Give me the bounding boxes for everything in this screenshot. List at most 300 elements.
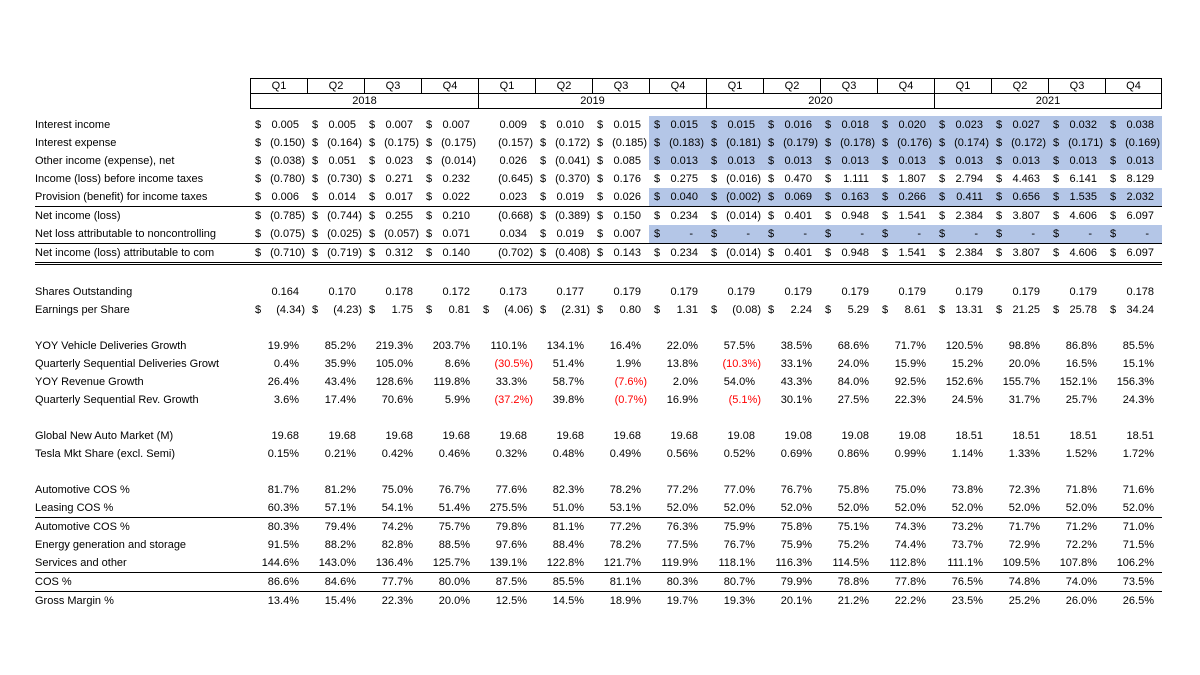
currency-symbol: $ bbox=[369, 247, 376, 259]
cell-value: 0.023 bbox=[955, 119, 983, 131]
currency-symbol: $ bbox=[369, 210, 376, 222]
cell-value: - bbox=[917, 228, 921, 240]
cell-value: (0.183) bbox=[669, 137, 704, 149]
currency-symbol: $ bbox=[654, 304, 661, 316]
cell-value: (0.002) bbox=[726, 191, 761, 203]
table-cell: 0.178 bbox=[385, 286, 413, 298]
currency-symbol: $ bbox=[312, 228, 319, 240]
table-cell bbox=[706, 207, 763, 225]
table-cell: 25.7% bbox=[1065, 394, 1097, 406]
table-cell: 12.5% bbox=[495, 595, 527, 607]
cell-value: 1.541 bbox=[898, 247, 926, 259]
table-cell: 18.51 bbox=[1012, 430, 1040, 442]
table-cell bbox=[478, 301, 535, 319]
currency-symbol: $ bbox=[369, 137, 376, 149]
cell-value: 0.163 bbox=[841, 191, 869, 203]
currency-symbol: $ bbox=[882, 173, 889, 185]
cell-value: 0.234 bbox=[670, 247, 698, 259]
currency-symbol: $ bbox=[312, 137, 319, 149]
cell-value: 0.470 bbox=[784, 173, 812, 185]
table-cell bbox=[934, 152, 991, 170]
currency-symbol: $ bbox=[939, 119, 946, 131]
currency-symbol: $ bbox=[369, 119, 376, 131]
currency-symbol: $ bbox=[939, 191, 946, 203]
currency-symbol: $ bbox=[312, 247, 319, 259]
table-cell bbox=[250, 207, 307, 225]
cell-value: 0.275 bbox=[670, 173, 698, 185]
table-cell: 19.08 bbox=[841, 430, 869, 442]
table-cell: 13.4% bbox=[267, 595, 299, 607]
row-label: YOY Vehicle Deliveries Growth bbox=[35, 340, 187, 352]
currency-symbol: $ bbox=[1053, 173, 1060, 185]
currency-symbol: $ bbox=[540, 228, 547, 240]
table-cell: 19.68 bbox=[499, 430, 527, 442]
table-row bbox=[35, 427, 1162, 445]
currency-symbol: $ bbox=[939, 304, 946, 316]
cell-value: (0.172) bbox=[1011, 137, 1046, 149]
table-cell bbox=[706, 116, 763, 134]
table-cell bbox=[991, 188, 1048, 206]
table-cell bbox=[877, 170, 934, 188]
table-cell: 105.0% bbox=[375, 358, 413, 370]
cell-value: (0.178) bbox=[840, 137, 875, 149]
cell-value: 0.022 bbox=[442, 191, 470, 203]
table-cell bbox=[1105, 225, 1162, 243]
table-cell: 0.69% bbox=[780, 448, 812, 460]
table-cell: 75.7% bbox=[438, 521, 470, 533]
table-cell: 84.0% bbox=[837, 376, 869, 388]
table-cell bbox=[763, 188, 820, 206]
table-cell bbox=[706, 301, 763, 319]
table-cell: (30.5%) bbox=[494, 358, 533, 370]
currency-symbol: $ bbox=[825, 191, 832, 203]
table-cell bbox=[877, 134, 934, 152]
quarter-header-cell: Q2 bbox=[307, 78, 364, 94]
table-cell: 52.0% bbox=[1122, 502, 1154, 514]
table-cell bbox=[1105, 152, 1162, 170]
table-cell: 71.2% bbox=[1065, 521, 1097, 533]
table-cell bbox=[649, 170, 706, 188]
cell-value: 0.013 bbox=[784, 155, 812, 167]
table-cell: 75.9% bbox=[723, 521, 755, 533]
cell-value: (0.710) bbox=[270, 247, 305, 259]
table-cell: 60.3% bbox=[267, 502, 299, 514]
table-cell bbox=[421, 134, 478, 152]
table-cell: 0.179 bbox=[1012, 286, 1040, 298]
table-cell: 18.51 bbox=[1069, 430, 1097, 442]
table-cell: 203.7% bbox=[432, 340, 470, 352]
currency-symbol: $ bbox=[939, 210, 946, 222]
cell-value: (0.075) bbox=[270, 228, 305, 240]
currency-symbol: $ bbox=[882, 119, 889, 131]
table-cell: 19.68 bbox=[442, 430, 470, 442]
table-cell: 152.1% bbox=[1059, 376, 1097, 388]
quarter-header-cell: Q2 bbox=[763, 78, 820, 94]
cell-value: 0.016 bbox=[784, 119, 812, 131]
table-cell: 19.08 bbox=[727, 430, 755, 442]
currency-symbol: $ bbox=[426, 191, 433, 203]
table-cell: 77.2% bbox=[609, 521, 641, 533]
table-cell: 81.1% bbox=[609, 576, 641, 588]
table-cell bbox=[1105, 244, 1162, 262]
table-row bbox=[35, 554, 1162, 573]
table-cell bbox=[250, 116, 307, 134]
table-cell: 86.6% bbox=[267, 576, 299, 588]
table-cell: 23.5% bbox=[951, 595, 983, 607]
table-cell: 86.8% bbox=[1065, 340, 1097, 352]
currency-symbol: $ bbox=[654, 191, 661, 203]
table-cell: 1.52% bbox=[1065, 448, 1097, 460]
table-cell: 20.0% bbox=[1008, 358, 1040, 370]
row-label: Other income (expense), net bbox=[35, 155, 175, 167]
table-cell: 22.0% bbox=[666, 340, 698, 352]
row-label: Automotive COS % bbox=[35, 521, 130, 533]
table-cell bbox=[592, 244, 649, 262]
table-row bbox=[35, 592, 1162, 610]
table-cell bbox=[649, 207, 706, 225]
currency-symbol: $ bbox=[1053, 304, 1060, 316]
quarter-header-cell: Q1 bbox=[706, 78, 763, 94]
table-cell bbox=[934, 207, 991, 225]
table-cell: 0.48% bbox=[552, 448, 584, 460]
currency-symbol: $ bbox=[426, 155, 433, 167]
table-cell: 77.0% bbox=[723, 484, 755, 496]
table-cell: 73.5% bbox=[1122, 576, 1154, 588]
table-cell: 39.8% bbox=[552, 394, 584, 406]
currency-symbol: $ bbox=[996, 119, 1003, 131]
currency-symbol: $ bbox=[1110, 247, 1117, 259]
table-cell bbox=[1048, 152, 1105, 170]
currency-symbol: $ bbox=[882, 228, 889, 240]
table-cell: 16.9% bbox=[666, 394, 698, 406]
currency-symbol: $ bbox=[1053, 155, 1060, 167]
currency-symbol: $ bbox=[597, 304, 604, 316]
currency-symbol: $ bbox=[768, 247, 775, 259]
row-label: Leasing COS % bbox=[35, 502, 114, 514]
table-cell bbox=[592, 301, 649, 319]
currency-symbol: $ bbox=[711, 155, 718, 167]
table-cell bbox=[763, 225, 820, 243]
quarter-header-cell: Q1 bbox=[250, 78, 307, 94]
table-cell: 76.7% bbox=[438, 484, 470, 496]
table-cell bbox=[1105, 207, 1162, 225]
cell-value: 0.81 bbox=[448, 304, 470, 316]
cell-value: 0.232 bbox=[442, 173, 470, 185]
table-cell: 19.08 bbox=[784, 430, 812, 442]
cell-value: 3.807 bbox=[1012, 210, 1040, 222]
table-row bbox=[35, 225, 1162, 244]
table-cell bbox=[877, 116, 934, 134]
quarter-header-cell: Q3 bbox=[592, 78, 649, 94]
table-cell: 19.9% bbox=[267, 340, 299, 352]
table-cell: 15.9% bbox=[894, 358, 926, 370]
table-cell: 0.034 bbox=[499, 228, 527, 240]
cell-value: 0.176 bbox=[613, 173, 641, 185]
table-cell: 30.1% bbox=[780, 394, 812, 406]
cell-value: (0.730) bbox=[327, 173, 362, 185]
currency-symbol: $ bbox=[768, 119, 775, 131]
table-cell bbox=[535, 301, 592, 319]
table-cell: 107.8% bbox=[1059, 557, 1097, 569]
quarter-header-cell: Q4 bbox=[877, 78, 934, 94]
table-cell: 70.6% bbox=[381, 394, 413, 406]
table-cell: 84.6% bbox=[324, 576, 356, 588]
cell-value: 0.014 bbox=[328, 191, 356, 203]
table-cell bbox=[307, 134, 364, 152]
table-cell: 112.8% bbox=[889, 557, 926, 569]
table-cell bbox=[991, 207, 1048, 225]
table-cell bbox=[877, 244, 934, 262]
currency-symbol: $ bbox=[711, 304, 718, 316]
table-cell: 106.2% bbox=[1116, 557, 1154, 569]
table-cell: 82.3% bbox=[552, 484, 584, 496]
cell-value: 0.015 bbox=[727, 119, 755, 131]
table-cell bbox=[763, 207, 820, 225]
table-cell bbox=[820, 116, 877, 134]
table-cell bbox=[649, 152, 706, 170]
cell-value: 3.807 bbox=[1012, 247, 1040, 259]
table-cell bbox=[250, 225, 307, 243]
currency-symbol: $ bbox=[312, 304, 319, 316]
cell-value: 0.010 bbox=[556, 119, 584, 131]
table-cell bbox=[991, 225, 1048, 243]
table-cell: 76.3% bbox=[666, 521, 698, 533]
table-cell: 52.0% bbox=[894, 502, 926, 514]
currency-symbol: $ bbox=[597, 247, 604, 259]
table-row bbox=[35, 481, 1162, 499]
table-cell: 19.68 bbox=[670, 430, 698, 442]
table-cell bbox=[991, 301, 1048, 319]
cell-value: 0.040 bbox=[670, 191, 698, 203]
table-cell: 114.5% bbox=[832, 557, 869, 569]
year-header-cell: 2019 bbox=[478, 93, 706, 109]
cell-value: 4.463 bbox=[1012, 173, 1040, 185]
table-row bbox=[35, 355, 1162, 373]
cell-value: 0.007 bbox=[613, 228, 641, 240]
table-cell: 75.0% bbox=[381, 484, 413, 496]
table-cell bbox=[364, 134, 421, 152]
table-cell: 72.3% bbox=[1008, 484, 1040, 496]
currency-symbol: $ bbox=[369, 155, 376, 167]
quarter-header-cell: Q4 bbox=[649, 78, 706, 94]
cell-value: 0.013 bbox=[898, 155, 926, 167]
cell-value: - bbox=[746, 228, 750, 240]
table-cell: 121.7% bbox=[603, 557, 641, 569]
currency-symbol: $ bbox=[996, 137, 1003, 149]
currency-symbol: $ bbox=[654, 173, 661, 185]
table-cell: 0.170 bbox=[328, 286, 356, 298]
cell-value: 0.085 bbox=[613, 155, 641, 167]
cell-value: 0.015 bbox=[613, 119, 641, 131]
row-label: Shares Outstanding bbox=[35, 286, 133, 298]
row-label: Income (loss) before income taxes bbox=[35, 173, 204, 185]
table-cell: 92.5% bbox=[894, 376, 926, 388]
table-cell bbox=[592, 225, 649, 243]
currency-symbol: $ bbox=[312, 173, 319, 185]
table-cell: 0.32% bbox=[495, 448, 527, 460]
cell-value: 0.023 bbox=[385, 155, 413, 167]
cell-value: 2.032 bbox=[1126, 191, 1154, 203]
table-cell: 71.8% bbox=[1065, 484, 1097, 496]
cell-value: (0.185) bbox=[612, 137, 647, 149]
cell-value: (0.175) bbox=[441, 137, 476, 149]
table-cell bbox=[649, 244, 706, 262]
table-cell: 74.8% bbox=[1008, 576, 1040, 588]
currency-symbol: $ bbox=[540, 210, 547, 222]
table-cell bbox=[421, 301, 478, 319]
currency-symbol: $ bbox=[426, 210, 433, 222]
currency-symbol: $ bbox=[255, 304, 262, 316]
currency-symbol: $ bbox=[369, 191, 376, 203]
currency-symbol: $ bbox=[255, 191, 262, 203]
table-cell bbox=[649, 116, 706, 134]
table-cell: 0.179 bbox=[955, 286, 983, 298]
table-cell bbox=[820, 170, 877, 188]
table-cell: 18.51 bbox=[1126, 430, 1154, 442]
table-cell: 1.9% bbox=[615, 358, 641, 370]
row-label: Provision (benefit) for income taxes bbox=[35, 191, 208, 203]
table-cell bbox=[1105, 301, 1162, 319]
table-cell bbox=[649, 225, 706, 243]
currency-symbol: $ bbox=[711, 191, 718, 203]
table-cell bbox=[991, 134, 1048, 152]
table-cell: 0.99% bbox=[894, 448, 926, 460]
table-cell bbox=[706, 188, 763, 206]
table-cell: 128.6% bbox=[375, 376, 413, 388]
table-cell bbox=[1048, 170, 1105, 188]
cell-value: 0.005 bbox=[271, 119, 299, 131]
table-cell: 51.4% bbox=[552, 358, 584, 370]
table-cell: 51.4% bbox=[438, 502, 470, 514]
table-cell: 156.3% bbox=[1116, 376, 1154, 388]
table-cell: 98.8% bbox=[1008, 340, 1040, 352]
table-cell: 82.8% bbox=[381, 539, 413, 551]
currency-symbol: $ bbox=[882, 304, 889, 316]
table-cell bbox=[877, 301, 934, 319]
table-cell bbox=[820, 134, 877, 152]
cell-value: 0.013 bbox=[1126, 155, 1154, 167]
table-cell: 109.5% bbox=[1002, 557, 1040, 569]
table-cell bbox=[592, 152, 649, 170]
currency-symbol: $ bbox=[882, 155, 889, 167]
cell-value: 0.017 bbox=[385, 191, 413, 203]
table-cell: 0.178 bbox=[1126, 286, 1154, 298]
cell-value: 0.140 bbox=[442, 247, 470, 259]
table-cell: 0.023 bbox=[499, 191, 527, 203]
table-cell bbox=[1048, 301, 1105, 319]
table-cell: 119.9% bbox=[661, 557, 698, 569]
currency-symbol: $ bbox=[939, 247, 946, 259]
table-cell: 0.173 bbox=[499, 286, 527, 298]
table-cell: 77.5% bbox=[666, 539, 698, 551]
table-cell bbox=[421, 225, 478, 243]
table-cell: 136.4% bbox=[375, 557, 413, 569]
year-header-cell: 2020 bbox=[706, 93, 934, 109]
table-cell bbox=[934, 301, 991, 319]
table-cell: 77.7% bbox=[381, 576, 413, 588]
table-cell: 118.1% bbox=[718, 557, 755, 569]
table-cell bbox=[1048, 225, 1105, 243]
currency-symbol: $ bbox=[1110, 191, 1117, 203]
currency-symbol: $ bbox=[1110, 228, 1117, 240]
row-label: Net loss attributable to noncontrolling bbox=[35, 228, 216, 240]
table-cell bbox=[706, 225, 763, 243]
table-cell bbox=[535, 207, 592, 225]
table-cell: 72.2% bbox=[1065, 539, 1097, 551]
table-cell: 19.7% bbox=[666, 595, 698, 607]
cell-value: 0.013 bbox=[1012, 155, 1040, 167]
currency-symbol: $ bbox=[597, 155, 604, 167]
currency-symbol: $ bbox=[1110, 155, 1117, 167]
table-cell: 0.179 bbox=[898, 286, 926, 298]
table-cell: 21.2% bbox=[837, 595, 869, 607]
table-cell bbox=[421, 207, 478, 225]
cell-value: (0.719) bbox=[327, 247, 362, 259]
table-cell bbox=[307, 207, 364, 225]
cell-value: 0.015 bbox=[670, 119, 698, 131]
table-cell bbox=[535, 225, 592, 243]
currency-symbol: $ bbox=[768, 137, 775, 149]
header-label-spacer bbox=[35, 93, 250, 109]
table-row bbox=[35, 301, 1162, 319]
table-cell: 22.3% bbox=[381, 595, 413, 607]
table-cell bbox=[1105, 188, 1162, 206]
table-cell: 80.7% bbox=[723, 576, 755, 588]
table-cell: 81.2% bbox=[324, 484, 356, 496]
quarter-header-cell: Q4 bbox=[421, 78, 478, 94]
table-cell: (0.157) bbox=[498, 137, 533, 149]
cell-value: 0.013 bbox=[670, 155, 698, 167]
table-cell: 18.9% bbox=[609, 595, 641, 607]
table-cell bbox=[820, 225, 877, 243]
table-cell: 54.0% bbox=[723, 376, 755, 388]
currency-symbol: $ bbox=[939, 173, 946, 185]
table-cell: 0.42% bbox=[381, 448, 413, 460]
table-cell: 74.2% bbox=[381, 521, 413, 533]
table-cell: 219.3% bbox=[375, 340, 413, 352]
table-cell: 52.0% bbox=[780, 502, 812, 514]
cell-value: 0.401 bbox=[784, 247, 812, 259]
table-cell: 0.164 bbox=[271, 286, 299, 298]
table-cell: 116.3% bbox=[775, 557, 812, 569]
table-cell: 155.7% bbox=[1002, 376, 1040, 388]
table-cell bbox=[763, 152, 820, 170]
table-cell: 134.1% bbox=[546, 340, 584, 352]
table-cell bbox=[421, 116, 478, 134]
currency-symbol: $ bbox=[540, 191, 547, 203]
table-cell: 80.3% bbox=[267, 521, 299, 533]
cell-value: 0.026 bbox=[613, 191, 641, 203]
table-cell bbox=[421, 244, 478, 262]
table-cell: 91.5% bbox=[267, 539, 299, 551]
row-label: Interest expense bbox=[35, 137, 117, 149]
table-row bbox=[35, 152, 1162, 170]
table-cell: 20.0% bbox=[438, 595, 470, 607]
cell-value: 8.61 bbox=[904, 304, 926, 316]
cell-value: 2.24 bbox=[790, 304, 812, 316]
table-cell bbox=[820, 244, 877, 262]
table-cell: 125.7% bbox=[432, 557, 470, 569]
table-cell: 33.1% bbox=[780, 358, 812, 370]
table-cell: 75.2% bbox=[837, 539, 869, 551]
currency-symbol: $ bbox=[825, 210, 832, 222]
cell-value: (0.780) bbox=[270, 173, 305, 185]
cell-value: 0.013 bbox=[727, 155, 755, 167]
cell-value: (0.171) bbox=[1068, 137, 1103, 149]
table-cell: (5.1%) bbox=[728, 394, 761, 406]
cell-value: 0.210 bbox=[442, 210, 470, 222]
cell-value: 0.266 bbox=[898, 191, 926, 203]
